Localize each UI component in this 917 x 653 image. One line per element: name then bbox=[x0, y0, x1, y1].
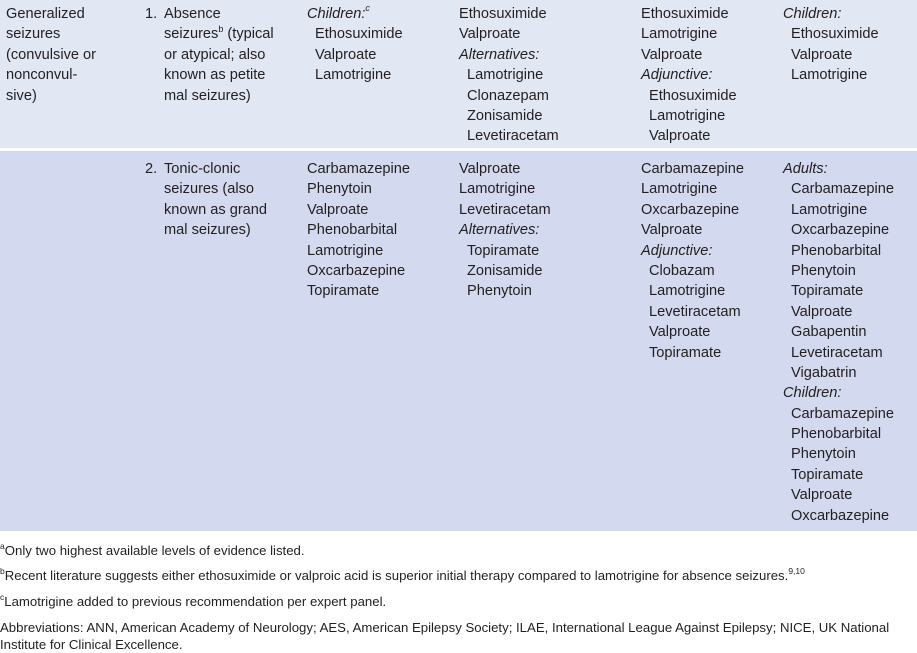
category-line: nonconvul- bbox=[6, 67, 78, 84]
drug-name bbox=[641, 126, 737, 146]
drug-text: Phenobarbital bbox=[307, 222, 398, 239]
drug-name bbox=[459, 126, 559, 146]
drug-text: Phenobarbital bbox=[791, 426, 882, 443]
drug-text: Levetiracetam bbox=[459, 201, 551, 218]
drug-name bbox=[307, 241, 410, 261]
drug-text: Valproate bbox=[649, 324, 711, 341]
drug-text: Lamotrigine bbox=[315, 67, 392, 84]
drug-name bbox=[307, 179, 410, 199]
seizure-type-line bbox=[164, 179, 267, 199]
drug-name bbox=[307, 200, 410, 220]
drug-text: Zonisamide bbox=[467, 107, 543, 124]
drug-name bbox=[459, 241, 551, 261]
seizure-type-text bbox=[164, 159, 267, 241]
drug-text: Valproate bbox=[315, 46, 377, 63]
drug-text: Children: bbox=[307, 6, 366, 22]
drug-name bbox=[307, 65, 403, 85]
drug-group-label bbox=[307, 4, 403, 24]
drug-text: Adults: bbox=[783, 161, 828, 177]
footnote-a: $^a$Only two highest available levels of evidence listed. bbox=[0, 540, 305, 558]
seizure-type-line bbox=[164, 86, 274, 106]
drug-text: Ethosuximide bbox=[649, 87, 737, 104]
drug-group-label bbox=[459, 220, 551, 240]
drug-name bbox=[307, 45, 403, 65]
seizure-type-word: Tonic-clonic bbox=[164, 161, 241, 177]
drug-name bbox=[641, 24, 737, 44]
drug-name bbox=[783, 322, 894, 342]
drug-text: Phenytoin bbox=[467, 283, 532, 300]
drug-text: Topiramate bbox=[467, 242, 540, 259]
drug-name bbox=[459, 200, 551, 220]
drug-text: Lamotrigine bbox=[649, 283, 726, 300]
category-line: Generalized bbox=[6, 6, 85, 22]
drug-group-label bbox=[459, 45, 559, 65]
seizure-type-line bbox=[164, 159, 267, 179]
drug-text: Lamotrigine bbox=[791, 201, 868, 218]
table-row bbox=[0, 151, 917, 531]
seizure-type-word: mal seizures) bbox=[164, 222, 251, 239]
seizure-type-word: mal seizures) bbox=[164, 87, 251, 104]
drug-name bbox=[783, 404, 894, 424]
drug-text: Lamotrigine bbox=[307, 242, 384, 259]
drug-group-label bbox=[641, 241, 744, 261]
drug-group-label bbox=[641, 65, 737, 85]
drug-text: Clonazepam bbox=[467, 87, 549, 104]
drug-name bbox=[641, 200, 744, 220]
drug-text: Oxcarbazepine bbox=[791, 507, 890, 524]
drug-name bbox=[783, 343, 894, 363]
drug-name bbox=[307, 261, 410, 281]
drug-name bbox=[783, 485, 894, 505]
drug-text: Ethosuximide bbox=[315, 26, 403, 43]
drug-name bbox=[307, 24, 403, 44]
drug-text: Lamotrigine bbox=[649, 107, 726, 124]
cell-third-line bbox=[641, 159, 744, 363]
cell-fourth-line bbox=[783, 159, 894, 526]
drug-name bbox=[307, 281, 410, 301]
seizure-type-line bbox=[164, 4, 274, 24]
drug-text: Valproate bbox=[791, 303, 853, 320]
drug-name bbox=[459, 24, 559, 44]
drug-text: Valproate bbox=[459, 26, 521, 43]
drug-name bbox=[459, 86, 559, 106]
seizure-number: 2. bbox=[145, 161, 158, 177]
cell-second-line bbox=[459, 159, 551, 302]
drug-name bbox=[783, 45, 879, 65]
seizure-type-word: or atypical; also bbox=[164, 46, 266, 63]
seizure-type-line bbox=[164, 45, 274, 65]
drug-name bbox=[307, 159, 410, 179]
seizure-type-line bbox=[164, 65, 274, 85]
seizure-type-word: Absence bbox=[164, 6, 221, 22]
drug-name bbox=[459, 179, 551, 199]
drug-name bbox=[641, 159, 744, 179]
drug-text: Phenytoin bbox=[791, 446, 856, 463]
drug-name bbox=[459, 4, 559, 24]
cell-second-line bbox=[459, 4, 559, 147]
drug-name bbox=[783, 302, 894, 322]
drug-text: Children: bbox=[783, 6, 842, 22]
seizure-type-line bbox=[164, 24, 274, 44]
category-line: sive) bbox=[6, 87, 37, 104]
drug-group-label bbox=[783, 383, 894, 403]
drug-name bbox=[783, 444, 894, 464]
drug-text: Clobazam bbox=[649, 262, 715, 279]
drug-group-label bbox=[783, 159, 894, 179]
category-line: seizures bbox=[6, 26, 61, 43]
seizure-type-word: known as grand bbox=[164, 201, 268, 218]
drug-text: Lamotrigine bbox=[641, 26, 718, 43]
cell-fourth-line bbox=[783, 4, 879, 86]
drug-text: Topiramate bbox=[307, 283, 380, 300]
drug-name bbox=[641, 45, 737, 65]
seizure-type-text bbox=[164, 4, 274, 106]
drug-text: Ethosuximide bbox=[791, 26, 879, 43]
seizure-number: 1. bbox=[145, 6, 158, 22]
drug-name bbox=[783, 281, 894, 301]
footnote-abbreviations: Abbreviations: ANN, American Academy of Neurology; AES, American Epilepsy Society; ILAE, International League Against Epilepsy; NICE, UK National Institute for Clinical Excellence. bbox=[0, 620, 890, 652]
footnote-marker: c bbox=[365, 3, 370, 14]
footnote-c: $^c$Lamotrigine added to previous recommendation per expert panel. bbox=[0, 591, 387, 609]
drug-group-label bbox=[783, 4, 879, 24]
drug-text: Adjunctive: bbox=[641, 242, 713, 259]
drug-text: Topiramate bbox=[791, 466, 864, 483]
drug-text: Oxcarbazepine bbox=[791, 222, 890, 239]
drug-text: Phenobarbital bbox=[791, 242, 882, 259]
drug-text: Phenytoin bbox=[307, 181, 372, 198]
drug-text: Lamotrigine bbox=[467, 67, 544, 84]
drug-text: Oxcarbazepine bbox=[307, 262, 406, 279]
seizure-type-line bbox=[164, 220, 267, 240]
cell-seizure-category bbox=[6, 4, 96, 106]
drug-name bbox=[641, 86, 737, 106]
drug-text: Zonisamide bbox=[467, 262, 543, 279]
drug-name bbox=[641, 106, 737, 126]
footnote-b: $^b$Recent literature suggests either ethosuximide or valproic acid is superior initial therapy compared to lamotrigine for absence seizures.$^{9,10}$ bbox=[0, 565, 805, 583]
drug-name bbox=[641, 281, 744, 301]
drug-text: Topiramate bbox=[649, 344, 722, 361]
seizure-type-word: seizures (also bbox=[164, 181, 255, 198]
drug-name bbox=[641, 343, 744, 363]
drug-name bbox=[783, 200, 894, 220]
drug-text: Ethosuximide bbox=[459, 6, 547, 22]
drug-text: Valproate bbox=[791, 46, 853, 63]
drug-name bbox=[783, 179, 894, 199]
drug-text: Levetiracetam bbox=[467, 128, 559, 145]
drug-text: Valproate bbox=[641, 46, 703, 63]
drug-text: Valproate bbox=[641, 222, 703, 239]
footnote-marker: b bbox=[218, 23, 224, 34]
drug-text: Alternatives: bbox=[459, 46, 540, 63]
table-row bbox=[0, 0, 917, 148]
drug-text: Carbamazepine bbox=[307, 161, 411, 177]
drug-text: Phenytoin bbox=[791, 262, 856, 279]
seizure-type-word: known as petite bbox=[164, 67, 266, 84]
seizure-type-line bbox=[164, 200, 267, 220]
drug-text: Topiramate bbox=[791, 283, 864, 300]
drug-name bbox=[459, 159, 551, 179]
drug-text: Oxcarbazepine bbox=[641, 201, 740, 218]
drug-text: Adjunctive: bbox=[641, 67, 713, 84]
drug-text: Children: bbox=[783, 385, 842, 402]
drug-name bbox=[459, 65, 559, 85]
drug-name bbox=[783, 465, 894, 485]
drug-text: Lamotrigine bbox=[459, 181, 536, 198]
drug-name bbox=[641, 179, 744, 199]
drug-name bbox=[783, 241, 894, 261]
drug-text: Valproate bbox=[649, 128, 711, 145]
drug-name bbox=[459, 281, 551, 301]
drug-text: Levetiracetam bbox=[649, 303, 741, 320]
drug-name bbox=[783, 506, 894, 526]
drug-text: Vigabatrin bbox=[791, 364, 857, 381]
drug-text: Carbamazepine bbox=[791, 181, 895, 198]
drug-name bbox=[641, 4, 737, 24]
drug-name bbox=[459, 106, 559, 126]
drug-text: Ethosuximide bbox=[641, 6, 729, 22]
drug-name bbox=[641, 322, 744, 342]
seizure-type-word: (typical bbox=[223, 26, 274, 43]
drug-text: Carbamazepine bbox=[791, 405, 895, 422]
cell-third-line bbox=[641, 4, 737, 147]
drug-name bbox=[641, 261, 744, 281]
seizure-type-word: seizures bbox=[164, 26, 219, 43]
drug-name bbox=[459, 261, 551, 281]
drug-text: Lamotrigine bbox=[791, 67, 868, 84]
drug-name bbox=[307, 220, 410, 240]
drug-text: Valproate bbox=[307, 201, 369, 218]
cell-first-line bbox=[307, 159, 410, 302]
drug-name bbox=[783, 424, 894, 444]
drug-text: Gabapentin bbox=[791, 324, 867, 341]
drug-text: Valproate bbox=[791, 487, 853, 504]
drug-text: Lamotrigine bbox=[641, 181, 718, 198]
drug-text: Alternatives: bbox=[459, 222, 540, 239]
category-line: (convulsive or bbox=[6, 46, 97, 63]
drug-name bbox=[783, 24, 879, 44]
drug-name bbox=[783, 220, 894, 240]
drug-text: Levetiracetam bbox=[791, 344, 883, 361]
cell-first-line bbox=[307, 4, 403, 86]
drug-text: Carbamazepine bbox=[641, 161, 745, 177]
drug-name bbox=[641, 220, 744, 240]
drug-name bbox=[783, 65, 879, 85]
drug-name bbox=[641, 302, 744, 322]
drug-text: Valproate bbox=[459, 161, 521, 177]
drug-name bbox=[783, 363, 894, 383]
drug-name bbox=[783, 261, 894, 281]
